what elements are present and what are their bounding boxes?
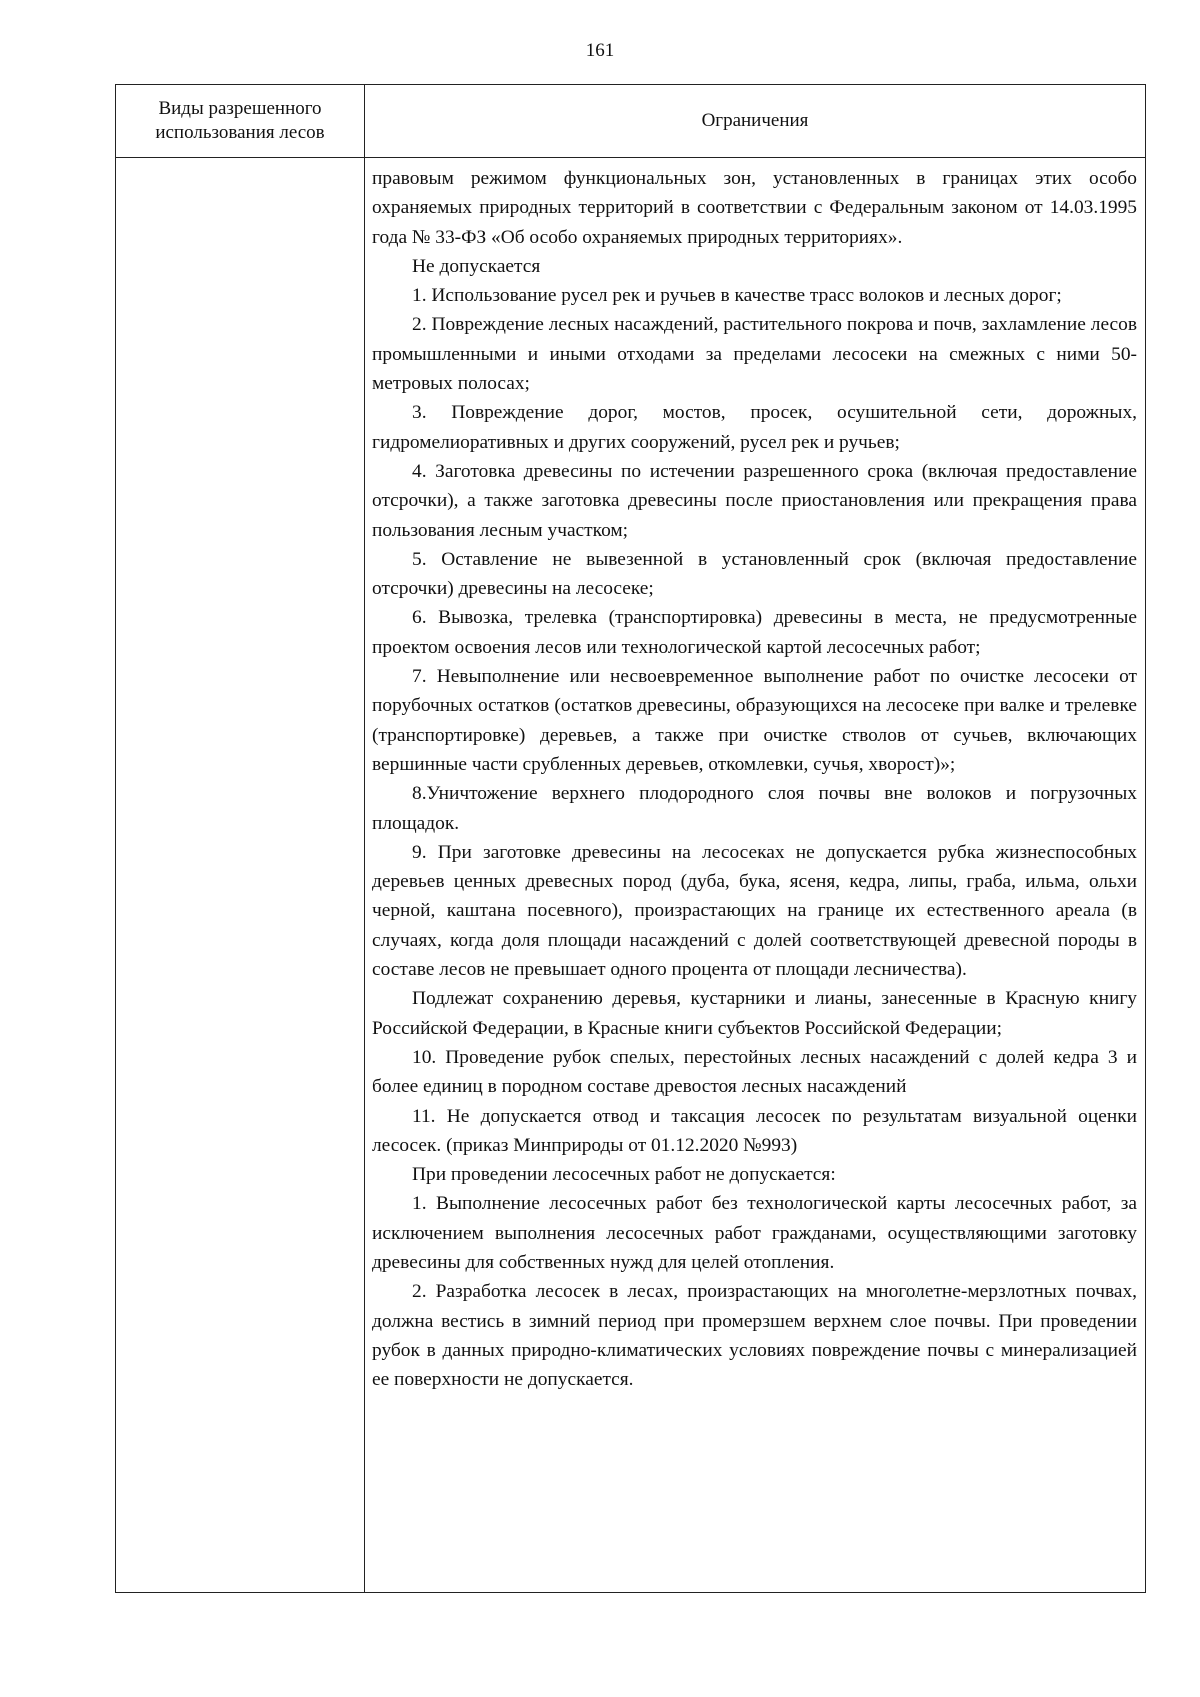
paragraph: 4. Заготовка древесины по истечении разрешенного срока (включая предоставление отсрочки), а также заготовка древесины после приостановления или прекращения права пользования лесным участком;: [372, 460, 1137, 541]
paragraph: 10. Проведение рубок спелых, перестойных лесных насаждений с долей кедра 3 и более единиц в породном составе древостоя лесных насаждений: [372, 1046, 1137, 1098]
table-row: [116, 158, 1146, 1593]
paragraph: 1. Выполнение лесосечных работ без технологической карты лесосечных работ, за исключением выполнения лесосечных работ гражданами, осуществляющими заготовку древесины для собственных нужд для целей отопления.: [372, 1193, 1137, 1273]
paragraph: 5. Оставление не вывезенной в установленный срок (включая предоставление отсрочки) древесины на лесосеке;: [372, 548, 1137, 600]
paragraph: 1. Использование русел рек и ручьев в качестве трасс волоков и лесных дорог;: [412, 285, 1062, 307]
paragraph: Подлежат сохранению деревья, кустарники и лианы, занесенные в Красную книгу Российской Федерации, в Красные книги субъектов Российской Федерации;: [372, 988, 1137, 1039]
paragraph: Не допускается: [412, 255, 541, 277]
paragraph: 11. Не допускается отвод и таксация лесосек по результатам визуальной оценки лесосек. (приказ Минприроды от 01.12.2020 №993): [372, 1105, 1137, 1156]
paragraph: 2. Разработка лесосек в лесах, произрастающих на многолетне-мерзлотных почвах, должна вестись в зимний период при промерзшем верхнем слое почвы. При проведении рубок в данных природно-климатических условиях повреждение почвы с минерализацией ее поверхности не допускается.: [372, 1281, 1137, 1391]
paragraph: правовым режимом функциональных зон, установленных в границах этих особо охраняемых природных территорий в соответствии с Федеральным законом от 14.03.1995 года № 33-ФЗ «Об особо охраняемых природных территориях».: [372, 168, 1137, 248]
paragraph: 3. Повреждение дорог, мостов, просек, осушительной сети, дорожных, гидромелиоративных и других сооружений, русел рек и ручьев;: [372, 402, 1137, 453]
usage-type-cell: [116, 158, 365, 1593]
header-cell-restrictions: Ограничения: [365, 85, 1146, 158]
paragraph: 7. Невыполнение или несвоевременное выполнение работ по очистке лесосеки от порубочных остатков (остатков древесины, образующихся на лесосеке при валке и трелевке (транспортировке) деревьев, а также при очистке стволов от сучьев, включающих вершинные части срубленных деревьев, откомлевки, сучья, хворост)»;: [372, 666, 1137, 775]
paragraph: 2. Повреждение лесных насаждений, растительного покрова и почв, захламление лесов промышленными и иными отходами за пределами лесосеки на смежных с ними 50-метровых полосах;: [372, 314, 1137, 395]
table-header-row: [116, 85, 1146, 158]
header-cell-usage-types: Виды разрешенного использования лесов: [116, 85, 365, 158]
paragraph: 6. Вывозка, трелевка (транспортировка) древесины в места, не предусмотренные проектом освоения лесов или технологической картой лесосечных работ;: [372, 607, 1137, 658]
restrictions-cell: [365, 158, 1146, 1593]
restrictions-table: [115, 84, 1146, 1593]
paragraph: При проведении лесосечных работ не допускается:: [412, 1164, 836, 1186]
paragraph: 8.Уничтожение верхнего плодородного слоя почвы вне волоков и погрузочных площадок.: [372, 783, 1137, 834]
paragraph: 9. При заготовке древесины на лесосеках не допускается рубка жизнеспособных деревьев ценных древесных пород (дуба, бука, ясеня, кедра, липы, граба, ильма, ольхи черной, каштана посевного), произрастающих на границе их естественного ареала (в случаях, когда доля площади насаждений с долей соответствующей древесной породы в составе лесов не превышает одного процента от площади лесничества).: [372, 841, 1137, 981]
page-number: 161: [585, 40, 615, 61]
